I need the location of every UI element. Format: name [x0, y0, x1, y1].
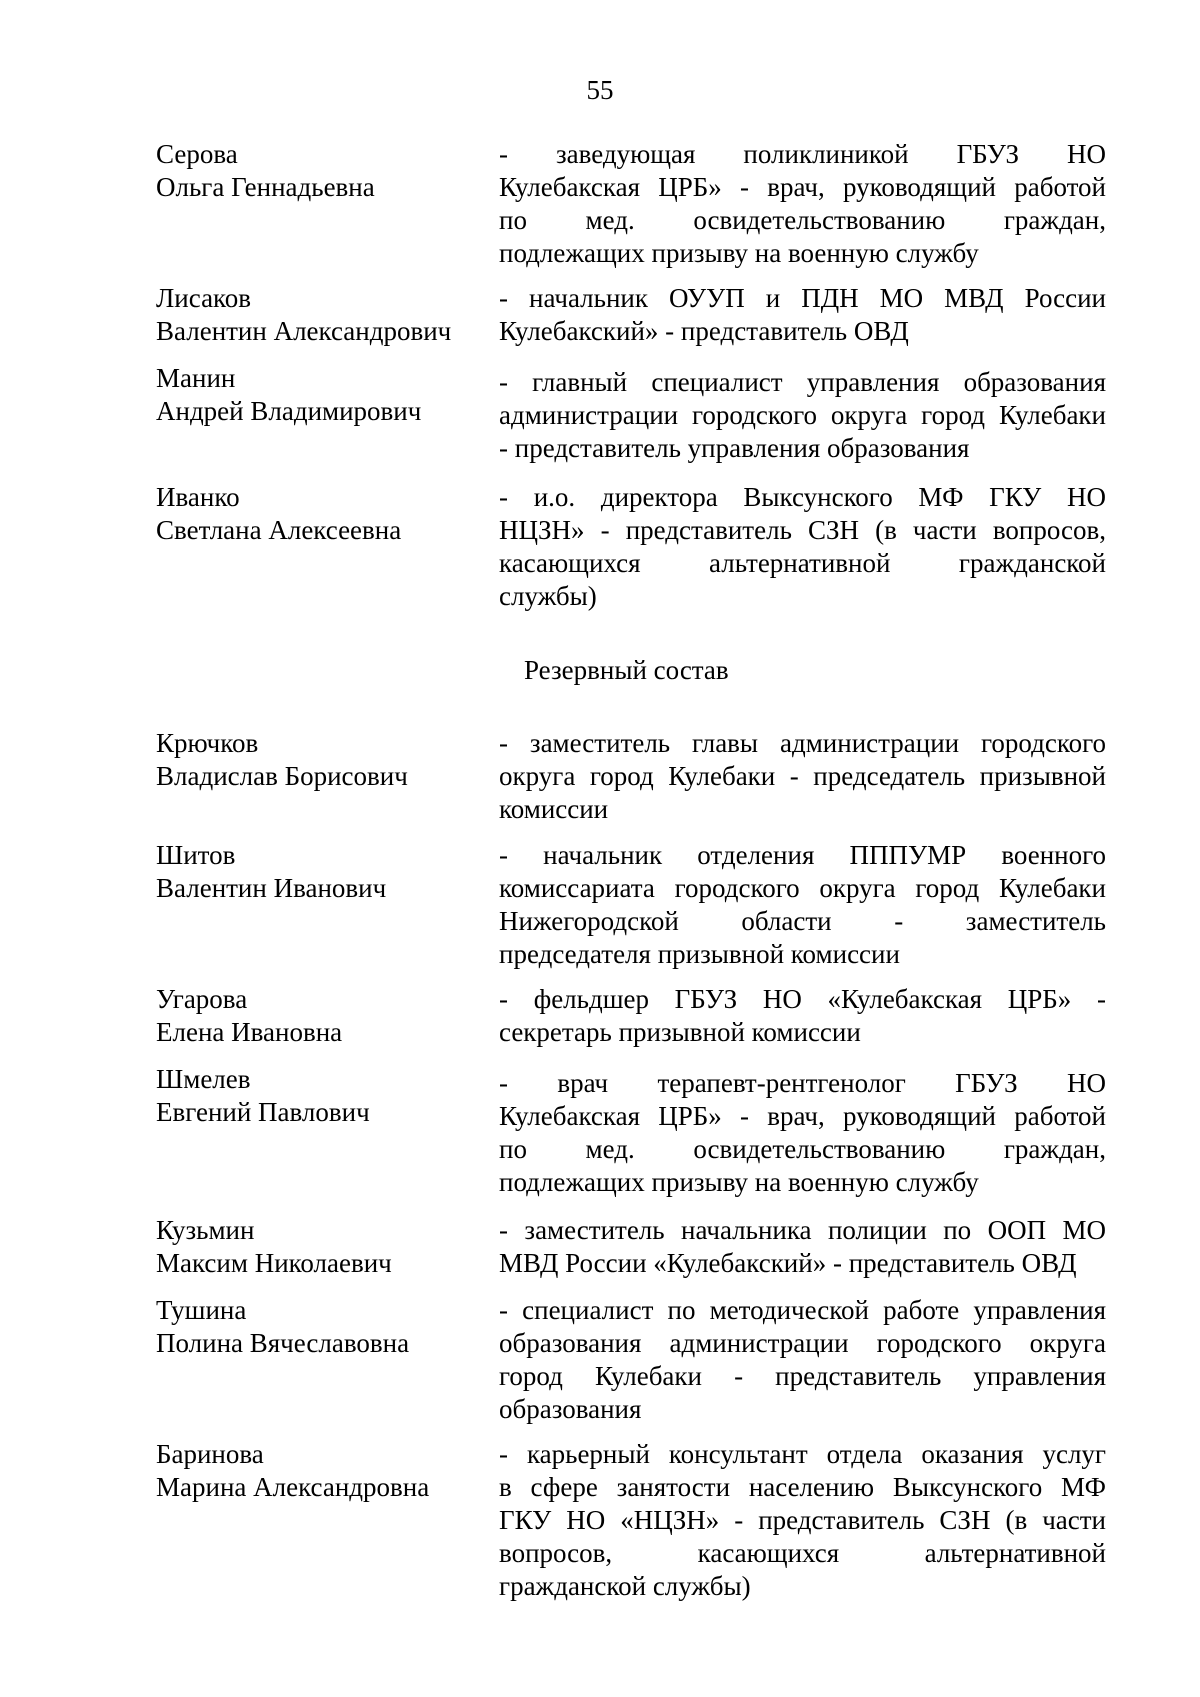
- member-given-name: Евгений Павлович: [156, 1097, 370, 1127]
- member-given-name: Валентин Иванович: [156, 873, 387, 903]
- member-name: [156, 362, 486, 428]
- role-line: - специалист по методической работе управления: [499, 1295, 1106, 1325]
- member-role: [499, 1214, 1106, 1280]
- member-surname: Угарова: [156, 984, 248, 1014]
- role-line: подлежащих призыву на военную службу: [499, 1167, 979, 1197]
- role-line: город Кулебаки - представитель управления: [499, 1361, 1106, 1391]
- member-role: [499, 983, 1106, 1049]
- role-line: комиссии: [499, 794, 609, 824]
- role-line: Кулебакская ЦРБ» - врач, руководящий работой: [499, 1101, 1106, 1131]
- member-role: [499, 1294, 1106, 1426]
- member-name: [156, 1214, 486, 1280]
- member-name: [156, 481, 486, 547]
- member-surname: Тушина: [156, 1295, 247, 1325]
- member-surname: Манин: [156, 363, 236, 393]
- role-line: образования администрации городского округа: [499, 1328, 1106, 1358]
- role-line: - врач терапевт-рентгенолог ГБУЗ НО: [499, 1068, 1106, 1098]
- member-role: [499, 839, 1106, 971]
- member-given-name: Владислав Борисович: [156, 761, 408, 791]
- role-line: вопросов, касающихся альтернативной: [499, 1538, 1106, 1568]
- member-name: [156, 1063, 486, 1129]
- role-line: - начальник отделения ПППУМР военного: [499, 840, 1106, 870]
- member-name: [156, 839, 486, 905]
- member-given-name: Валентин Александрович: [156, 316, 452, 346]
- role-line: Кулебакский» - представитель ОВД: [499, 316, 909, 346]
- member-name: [156, 1438, 486, 1504]
- member-name: [156, 983, 486, 1049]
- role-line: - заместитель начальника полиции по ООП МО: [499, 1215, 1106, 1245]
- member-role: [499, 1438, 1106, 1603]
- member-surname: Шмелев: [156, 1064, 251, 1094]
- member-role: [499, 1067, 1106, 1199]
- member-surname: Иванко: [156, 482, 240, 512]
- member-surname: Шитов: [156, 840, 236, 870]
- role-line: - заместитель главы администрации городского: [499, 728, 1106, 758]
- member-given-name: Светлана Алексеевна: [156, 515, 402, 545]
- role-line: председателя призывной комиссии: [499, 939, 900, 969]
- member-given-name: Полина Вячеславовна: [156, 1328, 410, 1358]
- role-line: - представитель управления образования: [499, 433, 970, 463]
- role-line: МВД России «Кулебакский» - представитель ОВД: [499, 1248, 1077, 1278]
- member-surname: Крючков: [156, 728, 259, 758]
- member-name: [156, 1294, 486, 1360]
- role-line: - фельдшер ГБУЗ НО «Кулебакская ЦРБ» -: [499, 984, 1106, 1014]
- member-role: [499, 727, 1106, 826]
- member-surname: Лисаков: [156, 283, 252, 313]
- role-line: - карьерный консультант отдела оказания услуг: [499, 1439, 1106, 1469]
- member-given-name: Елена Ивановна: [156, 1017, 343, 1047]
- role-line: Нижегородской области - заместитель: [499, 906, 1106, 936]
- role-line: секретарь призывной комиссии: [499, 1017, 861, 1047]
- page-number: 55: [586, 75, 614, 105]
- role-line: образования: [499, 1394, 642, 1424]
- role-line: по мед. освидетельствованию граждан,: [499, 1134, 1106, 1164]
- member-role: [499, 138, 1106, 270]
- member-surname: Серова: [156, 139, 238, 169]
- role-line: по мед. освидетельствованию граждан,: [499, 205, 1106, 235]
- member-surname: Баринова: [156, 1439, 264, 1469]
- role-line: комиссариата городского округа город Кулебаки: [499, 873, 1106, 903]
- role-line: - заведующая поликлиникой ГБУЗ НО: [499, 139, 1106, 169]
- role-line: подлежащих призыву на военную службу: [499, 238, 979, 268]
- member-name: [156, 282, 486, 348]
- member-given-name: Максим Николаевич: [156, 1248, 392, 1278]
- role-line: ГКУ НО «НЦЗН» - представитель СЗН (в части: [499, 1505, 1106, 1535]
- role-line: НЦЗН» - представитель СЗН (в части вопросов,: [499, 515, 1106, 545]
- role-line: администрации городского округа город Кулебаки: [499, 400, 1106, 430]
- member-name: [156, 138, 486, 204]
- member-name: [156, 727, 486, 793]
- role-line: Кулебакская ЦРБ» - врач, руководящий работой: [499, 172, 1106, 202]
- role-line: - главный специалист управления образования: [499, 367, 1106, 397]
- role-line: касающихся альтернативной гражданской: [499, 548, 1106, 578]
- member-given-name: Ольга Геннадьевна: [156, 172, 375, 202]
- member-given-name: Марина Александровна: [156, 1472, 430, 1502]
- member-role: [499, 481, 1106, 613]
- section-title: Резервный состав: [524, 655, 729, 685]
- role-line: службы): [499, 581, 597, 611]
- role-line: - начальник ОУУП и ПДН МО МВД России: [499, 283, 1106, 313]
- role-line: гражданской службы): [499, 1571, 751, 1601]
- member-given-name: Андрей Владимирович: [156, 396, 422, 426]
- member-surname: Кузьмин: [156, 1215, 255, 1245]
- role-line: в сфере занятости населению Выксунского МФ: [499, 1472, 1106, 1502]
- role-line: - и.о. директора Выксунского МФ ГКУ НО: [499, 482, 1106, 512]
- member-role: [499, 366, 1106, 465]
- member-role: [499, 282, 1106, 348]
- role-line: округа город Кулебаки - председатель призывной: [499, 761, 1106, 791]
